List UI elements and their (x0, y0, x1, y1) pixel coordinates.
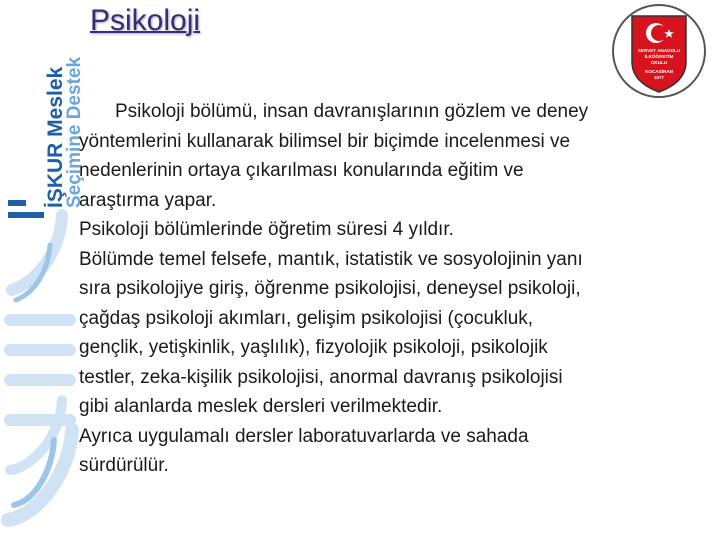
logo-text-line2: İLKÖĞRETİM (644, 54, 674, 59)
text-line: testler, zeka-kişilik psikolojisi, anormal davranış psikolojisi (79, 366, 563, 388)
text-line: araştırma yapar. (79, 189, 217, 211)
text-line: Psikoloji bölümü, insan davranışlarının gözlem ve deney (115, 101, 589, 122)
logo-text-line5: 1977 (653, 75, 665, 80)
sidebar-title-line1: İŞKUR Meslek (44, 66, 67, 208)
logo-text-line1: SERVET ANADOLU (637, 48, 681, 53)
text-line: Psikoloji bölümlerinde öğretim süresi 4 yıldır. (79, 219, 454, 240)
text-line: Ayrıca uygulamalı dersler laboratuvarlarda ve sahada (79, 425, 529, 447)
logo-text-line3: OKULU (650, 60, 668, 65)
text-line: yöntemlerini kullanarak bilimsel bir biçimde incelenmesi ve (79, 130, 571, 152)
logo-text-line4: KOCASİNAN (645, 69, 673, 74)
sidebar-branding (0, 0, 86, 540)
text-line: çağdaş psikoloji akımları, gelişim psikolojisi (çocukluk, (79, 307, 534, 329)
school-logo (610, 2, 708, 100)
text-line: gibi alanlarda meslek dersleri verilmektedir. (79, 396, 443, 417)
body-text (79, 97, 719, 481)
text-line: sürdürülür. (79, 455, 169, 476)
text-line: gençlik, yetişkinlik, yaşlılık), fizyolojik psikoloji, psikolojik (79, 337, 548, 358)
sidebar-title-line2: Seçimine Destek (64, 56, 85, 208)
text-line: Bölümde temel felsefe, mantık, istatistik ve sosyolojinin yanı (79, 248, 583, 270)
text-line: sıra psikolojiye giriş, öğrenme psikolojisi, deneysel psikoloji, (79, 278, 581, 299)
page-title: Psikoloji (90, 4, 201, 37)
text-line: nedenlerinin ortaya çıkarılması konularında eğitim ve (79, 160, 524, 181)
